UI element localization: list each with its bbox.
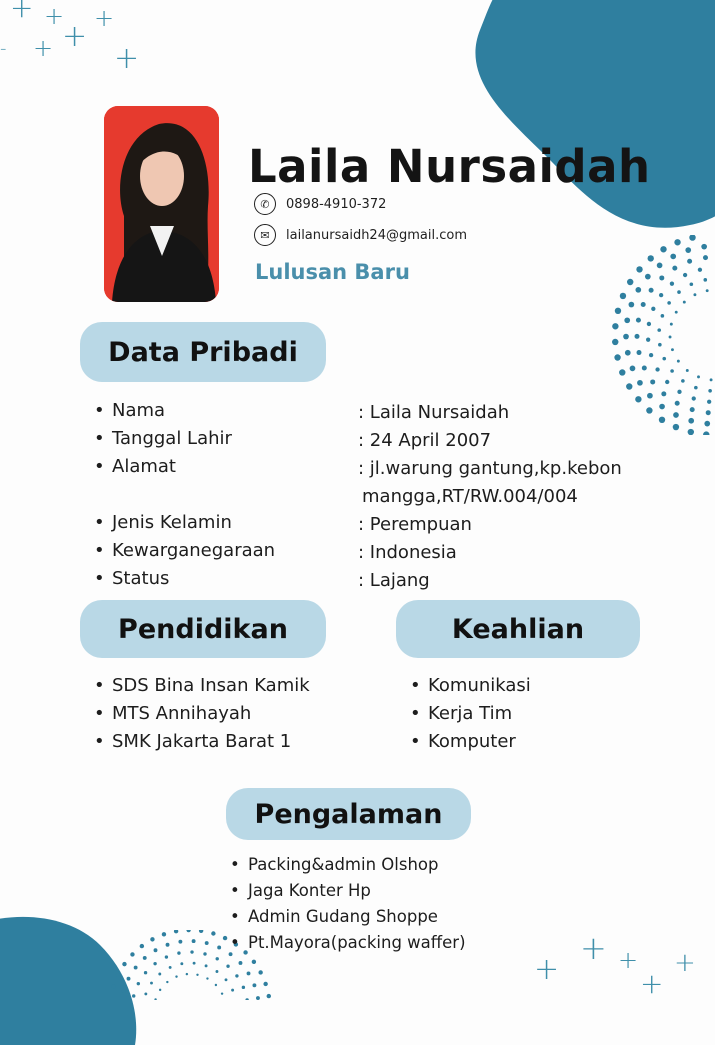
- decorative-dot: [685, 247, 691, 253]
- decorative-dot: [186, 973, 188, 975]
- decorative-dot: [660, 246, 666, 252]
- email-icon: ✉: [254, 224, 276, 246]
- decorative-dot: [231, 989, 234, 992]
- decorative-dot: [651, 307, 655, 311]
- decorative-dot: [134, 966, 138, 970]
- decorative-dot: [620, 293, 626, 299]
- decorative-dot: [267, 994, 271, 998]
- decorative-dot: [703, 431, 709, 435]
- decorative-dot: [686, 369, 689, 372]
- decorative-dot: [646, 338, 650, 342]
- decorative-dot: [177, 951, 180, 954]
- decorative-dot: [162, 932, 166, 936]
- education-item: • MTS Annihayah: [92, 703, 310, 731]
- decorative-dot: [130, 952, 134, 956]
- decorative-dot: [677, 390, 681, 394]
- education-list: [92, 675, 310, 759]
- decorative-dot: [143, 956, 147, 960]
- decorative-dot: [694, 386, 698, 390]
- decorative-dot: [180, 962, 183, 965]
- decorative-dot: [645, 274, 651, 280]
- label-kewarganegaraan: • Kewarganegaraan: [92, 540, 275, 568]
- plus-icon: +: [640, 967, 664, 1000]
- decorative-dot: [659, 293, 663, 297]
- personal-data-labels: [92, 400, 275, 596]
- email-address: lailanursaidh24@gmail.com: [286, 227, 467, 243]
- decorative-dot: [657, 328, 661, 332]
- decorative-dot: [655, 367, 659, 371]
- decorative-dot: [116, 973, 120, 977]
- decorative-dot: [159, 989, 161, 991]
- decorative-dot: [623, 334, 629, 340]
- decorative-dot: [642, 365, 647, 370]
- decorative-dot: [192, 939, 196, 943]
- plus-icon: +: [94, 4, 115, 32]
- plus-icon: +: [580, 929, 607, 967]
- decorative-dot: [708, 389, 712, 393]
- decorative-blob-top-right: [470, 0, 715, 240]
- decorative-dot: [122, 989, 126, 993]
- decorative-dot: [670, 282, 674, 286]
- decorative-dot: [196, 974, 198, 976]
- decorative-dot: [692, 396, 696, 400]
- decorative-dot: [203, 952, 206, 955]
- value-status: : Lajang: [358, 570, 430, 591]
- decorative-dot: [140, 944, 144, 948]
- decorative-dot: [636, 350, 641, 355]
- decorative-dot: [649, 353, 653, 357]
- decorative-dot: [665, 380, 669, 384]
- decorative-dot: [205, 964, 208, 967]
- skill-item: • Komputer: [408, 731, 531, 759]
- decorative-dot: [673, 412, 679, 418]
- decorative-dot: [612, 323, 618, 329]
- decorative-dot: [127, 977, 131, 981]
- decorative-dot: [670, 323, 673, 326]
- decorative-dot: [154, 948, 158, 952]
- decorative-dot: [165, 955, 168, 958]
- value-alamat-line-2: mangga,RT/RW.004/004: [362, 486, 578, 507]
- decorative-dot: [150, 937, 154, 941]
- decorative-dot: [193, 962, 196, 965]
- decorative-dot: [178, 940, 182, 944]
- label-nama: • Nama: [92, 400, 275, 428]
- decorative-dot: [669, 336, 672, 339]
- plus-icon: +: [44, 2, 65, 30]
- decorative-dot: [166, 943, 170, 947]
- decorative-dot: [242, 986, 245, 989]
- profile-photo: [104, 106, 219, 302]
- experience-item: • Packing&admin Olshop: [228, 855, 466, 881]
- decorative-dot: [689, 235, 695, 241]
- decorative-dot: [683, 301, 686, 304]
- decorative-dot: [186, 930, 190, 932]
- decorative-dot: [624, 317, 630, 323]
- decorative-dot: [111, 984, 115, 988]
- full-name: Laila Nursaidah: [248, 140, 651, 193]
- decorative-dot: [190, 950, 193, 953]
- decorative-dot: [670, 254, 676, 260]
- decorative-dot: [216, 957, 219, 960]
- decorative-dot: [175, 975, 177, 977]
- decorative-dot: [675, 311, 678, 314]
- value-kewarganegaraan: : Indonesia: [358, 542, 457, 563]
- experience-item: • Jaga Konter Hp: [228, 881, 466, 907]
- label-alamat: • Alamat: [92, 456, 275, 512]
- experience-list: [228, 855, 466, 959]
- plus-icon: +: [33, 34, 54, 62]
- decorative-dot: [614, 354, 620, 360]
- decorative-dot: [701, 244, 707, 250]
- decorative-dot: [635, 396, 641, 402]
- portrait-illustration: [104, 106, 219, 302]
- label-jenis-kelamin: • Jenis Kelamin: [92, 512, 275, 540]
- decorative-dot: [150, 982, 153, 985]
- decorative-dot: [122, 962, 126, 966]
- decorative-dot: [693, 293, 696, 296]
- value-jenis-kelamin: : Perempuan: [358, 514, 472, 535]
- decorative-dot: [205, 941, 209, 945]
- value-alamat: : jl.warung gantung,kp.kebon: [358, 458, 622, 479]
- decorative-dot: [225, 978, 228, 981]
- decorative-dot: [174, 930, 178, 933]
- decorative-dot: [627, 279, 633, 285]
- decorative-dot: [153, 962, 156, 965]
- decorative-dot: [247, 971, 251, 975]
- decorative-dot: [630, 365, 636, 371]
- decorative-dot: [235, 974, 238, 977]
- skill-item: • Kerja Tim: [408, 703, 531, 731]
- decorative-dot: [674, 239, 680, 245]
- decorative-dot: [657, 262, 663, 268]
- decorative-dot: [637, 380, 643, 386]
- decorative-dot: [223, 936, 227, 940]
- plus-icon: +: [114, 41, 140, 76]
- decorative-dot: [216, 970, 219, 973]
- decorative-dot: [697, 375, 700, 378]
- decorative-dot: [661, 314, 665, 318]
- decorative-dot: [671, 348, 674, 351]
- experience-item: • Admin Gudang Shoppe: [228, 907, 466, 933]
- email-contact: [254, 224, 467, 246]
- decorative-dot: [670, 369, 674, 373]
- decorative-dot: [706, 410, 711, 415]
- decorative-dot: [635, 334, 640, 339]
- decorative-dot: [658, 343, 662, 347]
- decorative-dot: [221, 992, 223, 994]
- decorative-dot: [158, 973, 161, 976]
- decorative-dot: [144, 992, 147, 995]
- decorative-dot: [672, 266, 677, 271]
- personal-data-values: [358, 402, 622, 598]
- decorative-dot: [698, 268, 702, 272]
- decorative-dot: [226, 965, 229, 968]
- label-tanggal-lahir: • Tanggal Lahir: [92, 428, 275, 456]
- decorative-dot: [619, 369, 625, 375]
- value-nama: : Laila Nursaidah: [358, 402, 510, 423]
- decorative-dot: [650, 379, 655, 384]
- decorative-dot: [677, 360, 680, 363]
- decorative-dot: [635, 287, 641, 293]
- decorative-dot: [144, 971, 147, 974]
- decorative-dot: [688, 429, 694, 435]
- decorative-dot: [263, 982, 267, 986]
- decorative-dot: [239, 961, 243, 965]
- job-title: Lulusan Baru: [255, 260, 410, 284]
- decorative-dot: [661, 391, 666, 396]
- plus-icon: +: [62, 19, 88, 54]
- decorative-dot: [649, 288, 654, 293]
- education-item: • SDS Bina Insan Kamik: [92, 675, 310, 703]
- decorative-dot: [647, 322, 651, 326]
- decorative-dot: [252, 960, 256, 964]
- section-title-keahlian: Keahlian: [396, 600, 640, 658]
- decorative-dot: [625, 350, 631, 356]
- decorative-dot: [659, 404, 665, 410]
- decorative-dot: [626, 383, 632, 389]
- decorative-dot: [681, 379, 685, 383]
- decorative-dot: [677, 290, 681, 294]
- phone-icon: ✆: [254, 193, 276, 215]
- decorative-dot: [673, 424, 679, 430]
- decorative-dot: [132, 994, 135, 997]
- label-status: • Status: [92, 568, 275, 596]
- decorative-dot: [703, 255, 708, 260]
- value-tanggal-lahir: : 24 April 2007: [358, 430, 492, 451]
- plus-icon: +: [10, 0, 34, 24]
- decorative-dot: [683, 273, 687, 277]
- decorative-dot: [646, 407, 652, 413]
- decorative-dot: [252, 983, 256, 987]
- decorative-dot: [687, 259, 692, 264]
- decorative-dot: [690, 282, 694, 286]
- decorative-dot: [137, 982, 140, 985]
- decorative-dot: [707, 400, 711, 404]
- decorative-dot: [659, 417, 665, 423]
- decorative-dot: [703, 278, 707, 282]
- decorative-dot: [612, 339, 618, 345]
- section-title-pengalaman: Pengalaman: [226, 788, 471, 840]
- decorative-dot: [166, 981, 168, 983]
- decorative-dot: [636, 318, 641, 323]
- phone-number: 0898-4910-372: [286, 196, 387, 212]
- phone-contact: [254, 193, 386, 215]
- decorative-dot: [710, 378, 713, 381]
- education-item: • SMK Jakarta Barat 1: [92, 731, 310, 759]
- plus-icon: +: [674, 948, 696, 978]
- decorative-dot: [215, 984, 217, 986]
- decorative-dot: [690, 407, 695, 412]
- skills-list: [408, 675, 531, 759]
- decorative-dot: [641, 302, 646, 307]
- section-title-data-pribadi: Data Pribadi: [80, 322, 326, 382]
- decorative-dot: [636, 266, 642, 272]
- decorative-dot: [675, 401, 680, 406]
- decorative-dot: [688, 418, 694, 424]
- decorative-dot: [211, 931, 215, 935]
- decorative-dot: [662, 357, 666, 361]
- decorative-dot: [659, 275, 664, 280]
- decorative-dot: [169, 966, 172, 969]
- decorative-dot: [615, 308, 621, 314]
- plus-icon: -: [0, 38, 7, 59]
- decorative-dot: [199, 930, 203, 933]
- decorative-dot: [647, 393, 653, 399]
- decorative-dot: [629, 302, 635, 308]
- plus-icon: +: [534, 952, 560, 987]
- decorative-dot: [648, 255, 654, 261]
- decorative-dot: [258, 970, 262, 974]
- decorative-dot: [704, 421, 710, 427]
- plus-icon: +: [618, 946, 639, 974]
- decorative-dot: [256, 996, 260, 1000]
- decorative-dot: [206, 977, 208, 979]
- decorative-dot: [667, 301, 671, 305]
- experience-item: • Pt.Mayora(packing waffer): [228, 933, 466, 959]
- decorative-dot: [706, 289, 709, 292]
- decorative-dot: [217, 946, 221, 950]
- skill-item: • Komunikasi: [408, 675, 531, 703]
- section-title-pendidikan: Pendidikan: [80, 600, 326, 658]
